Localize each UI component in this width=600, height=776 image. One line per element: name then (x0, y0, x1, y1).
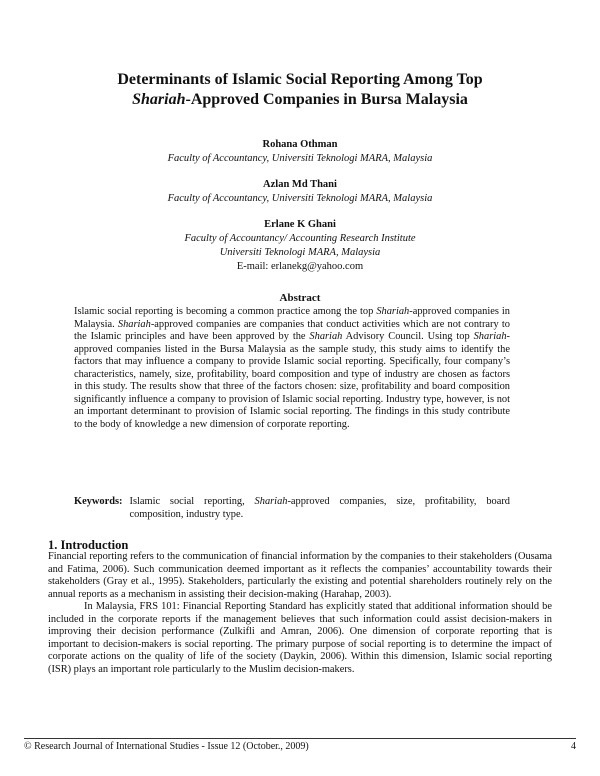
author-affiliation: Faculty of Accountancy/ Accounting Research Institute (184, 233, 416, 244)
author-affiliation: Faculty of Accountancy, Universiti Teknologi MARA, Malaysia (167, 153, 433, 164)
paragraph: In Malaysia, FRS 101: Financial Reporting Standard has explicitly stated that additional information should be included in the corporate reports if the management believes that such information could assist decision-makers in improving their decision performance (Zulkifli and Amran, 2006). One dimension of corporate reporting that is important to decision-makers is social reporting. The primary purpose of social reporting is to determine the impact of corporate actions on the quality of life of the society (Daykin, 2006). Within this dimension, Islamic social reporting (ISR) plays an important role particularly to the Muslim decision-makers. (48, 601, 552, 675)
keywords (74, 496, 510, 521)
text-segment: Advisory Council. Using top (342, 331, 474, 342)
italic-term: Shariah (376, 306, 410, 317)
paragraph: Financial reporting refers to the communication of financial information by the companies to their stakeholders (Ousama and Fatima, 2006). Such communication deemed important as it reflects the companies’ accountability towards their stakeholders (Gray et al., 1995). Stakeholders, particularly the existing and potential shareholders routinely rely on the annual reports as a mechanism in assisting their decision-making (Harahap, 2003). (48, 551, 552, 600)
author-block-3 (40, 218, 560, 274)
footer-rule (24, 738, 576, 739)
section-body (48, 551, 552, 676)
author-name: Azlan Md Thani (263, 179, 337, 190)
text-segment: Islamic social reporting, (129, 496, 255, 507)
text-segment: -approved companies in Malaysia. (74, 306, 510, 330)
abstract-heading: Abstract (279, 292, 321, 304)
keywords-text (129, 496, 510, 521)
author-affiliation: Faculty of Accountancy, Universiti Teknologi MARA, Malaysia (167, 193, 433, 204)
author-affiliation: Universiti Teknologi MARA, Malaysia (219, 247, 381, 258)
page-number: 4 (571, 741, 576, 752)
text-segment: -approved companies, size, profitability, board composition, industry type. (129, 496, 510, 520)
text-segment: -approved companies listed in the Bursa Malaysia as the sample study, this study aims to identify the factors that may influence a company to provide Islamic social reporting. Specifically, four company’s characteristics, namely, size, profitability, board composition and type of industry are chosen as factors in this study. The results show that three of the factors chosen: size, profitability and board composition significantly influence a company to provision of Islamic social reporting. Industry type, however, is not an important determinant to provision of Islamic social reporting. The findings in this study contribute to the body of knowledge a new dimension of corporate reporting. (74, 331, 510, 430)
author-block-2 (40, 178, 560, 206)
italic-term: Shariah (309, 331, 343, 342)
author-name: Erlane K Ghani (264, 219, 336, 230)
page-footer (24, 741, 576, 752)
author-block-1 (40, 138, 560, 166)
footer-citation: © Research Journal of International Studies - Issue 12 (October., 2009) (24, 741, 309, 752)
title-line-2-rest: -Approved Companies in Bursa Malaysia (185, 91, 468, 108)
title-line-1: Determinants of Islamic Social Reporting Among Top (117, 71, 483, 88)
title-italic-word: Shariah (132, 91, 186, 108)
text-segment: -approved companies are companies that conduct activities which are not contrary to the Islamic principles and have been approved by the (74, 318, 510, 342)
italic-term: Shariah (254, 496, 288, 507)
italic-term: Shariah (473, 331, 507, 342)
keywords-label: Keywords: (74, 496, 123, 507)
text-segment: Islamic social reporting is becoming a common practice among the top (74, 306, 377, 317)
paper-title (40, 70, 560, 110)
section-heading: 1. Introduction (48, 538, 129, 552)
italic-term: Shariah (117, 318, 151, 330)
author-name: Rohana Othman (262, 139, 338, 150)
abstract-body (74, 306, 510, 431)
author-email: E-mail: erlanekg@yahoo.com (236, 261, 364, 272)
title-line-2 (40, 90, 560, 110)
